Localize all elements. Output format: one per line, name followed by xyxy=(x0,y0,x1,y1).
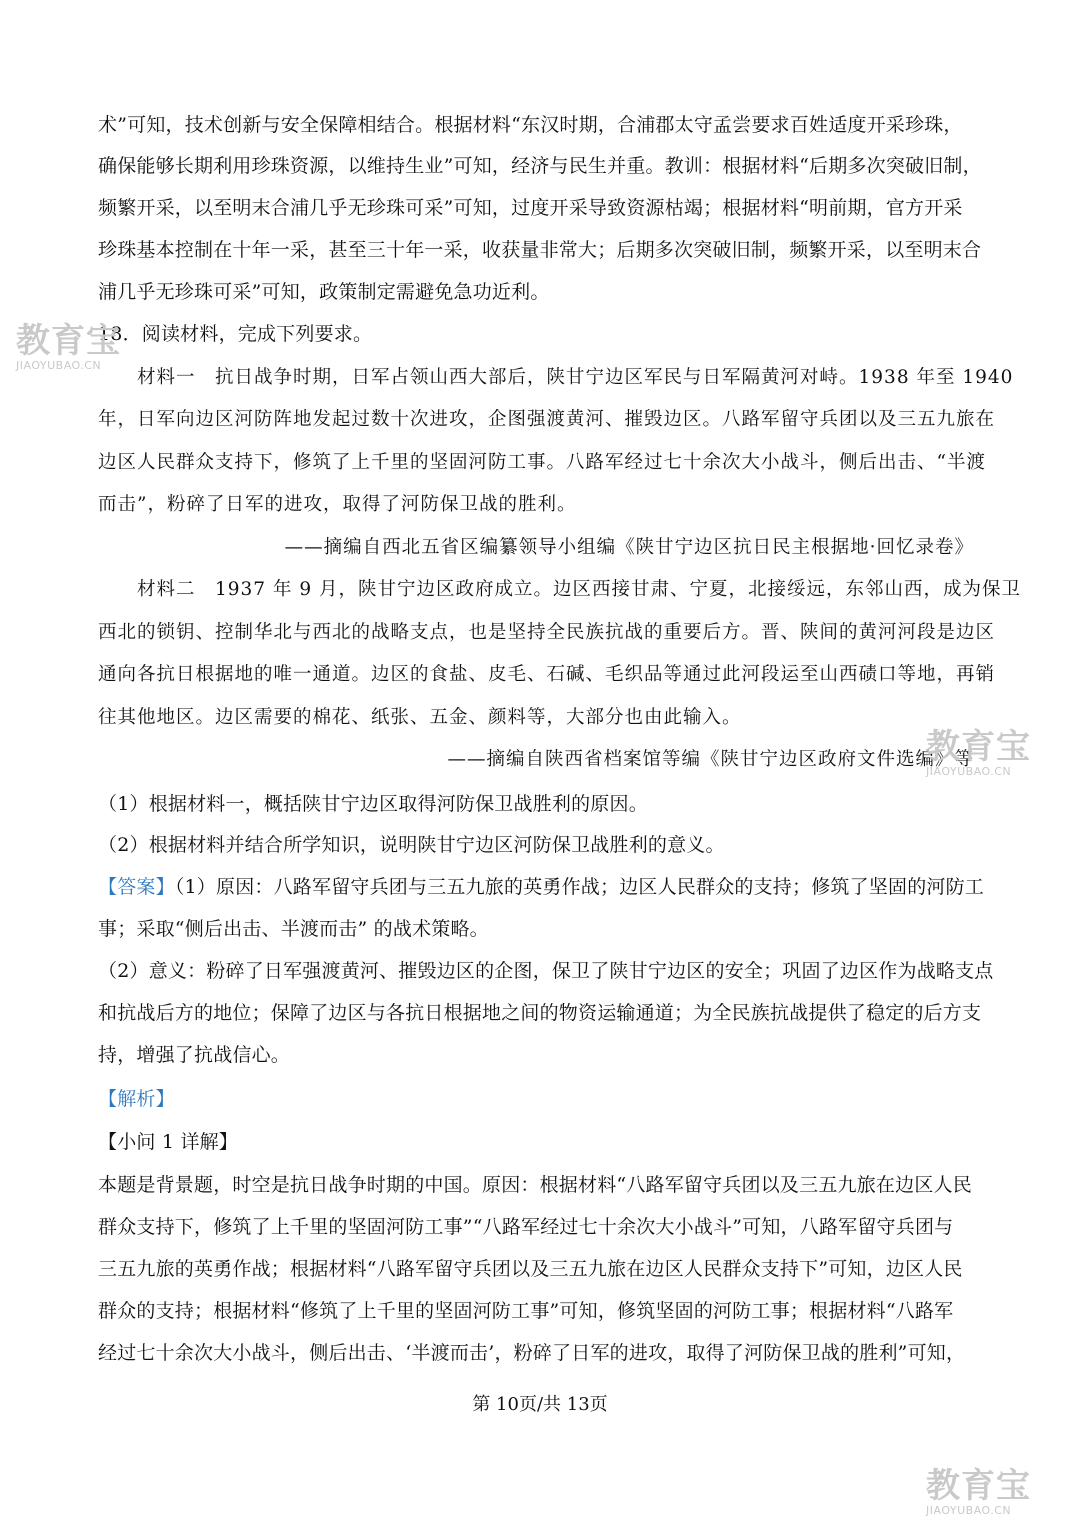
material-1-line: 年，日军向边区河防阵地发起过数十次进攻，企图强渡黄河、摧毁边区。八路军留守兵团以及三五九旅在 xyxy=(98,409,996,430)
watermark-cn: 教育宝 xyxy=(926,1466,1031,1506)
analysis-tag: 【解析】 xyxy=(98,1088,175,1110)
material-2-line: 往其他地区。边区需要的棉花、纸张、五金、颜料等，大部分也由此输入。 xyxy=(98,707,742,728)
material-2-line: 通向各抗日根据地的唯一通道。边区的食盐、皮毛、石碱、毛织品等通过此河段运至山西碛口等地，再销 xyxy=(98,664,996,685)
watermark-en: JIAOYUBAO.CN xyxy=(16,359,102,372)
watermark-en: JIAOYUBAO.CN xyxy=(926,1504,1012,1517)
material-2-line: 西北的锁钥、控制华北与西北的战略支点，也是坚持全民族抗战的重要后方。晋、陕间的黄河河段是边区 xyxy=(98,622,996,643)
material-1-line: 而击”，粉碎了日军的进攻，取得了河防保卫战的胜利。 xyxy=(98,494,577,515)
answer-line xyxy=(98,873,985,901)
answer-line: 事；采取“侧后出击、半渡而击” 的战术策略。 xyxy=(98,918,489,940)
sub-question-2: （2）根据材料并结合所学知识，说明陕甘宁边区河防保卫战胜利的意义。 xyxy=(98,834,725,856)
detail-line: 群众的支持；根据材料“修筑了上千里的坚固河防工事”可知，修筑坚固的河防工事；根据材料“八路军 xyxy=(98,1300,954,1322)
watermark-logo xyxy=(16,322,121,372)
answer-line: （2）意义：粉碎了日军强渡黄河、摧毁边区的企图，保卫了陕甘宁边区的安全；巩固了边区作为战略支点 xyxy=(98,960,994,982)
material-1-line: 边区人民群众支持下，修筑了上千里的坚固河防工事。八路军经过七十余次大小战斗，侧后出击、“半渡 xyxy=(98,452,986,473)
detail-line: 经过七十余次大小战斗，侧后出击、‘半渡而击’，粉碎了日军的进攻，取得了河防保卫战的胜利”可知， xyxy=(98,1342,966,1364)
watermark-logo xyxy=(926,728,1031,778)
material-1-source: ——摘编自西北五省区编纂领导小组编《陕甘宁边区抗日民主根据地·回忆录卷》 xyxy=(284,537,974,558)
watermark-en: JIAOYUBAO.CN xyxy=(926,765,1012,778)
sub-question-1: （1）根据材料一，概括陕甘宁边区取得河防保卫战胜利的原因。 xyxy=(98,793,648,815)
sub-question-detail-title: 【小问 1 详解】 xyxy=(98,1131,238,1153)
detail-line: 本题是背景题，时空是抗日战争时期的中国。原因：根据材料“八路军留守兵团以及三五九旅在边区人民 xyxy=(98,1174,972,1196)
text-line: 浦几乎无珍珠可采”可知，政策制定需避免急功近利。 xyxy=(98,281,550,303)
detail-line: 群众支持下，修筑了上千里的坚固河防工事”“八路军经过七十余次大小战斗”可知，八路军留守兵团与 xyxy=(98,1216,954,1238)
answer-line: 持，增强了抗战信心。 xyxy=(98,1044,291,1066)
text-line: 术”可知，技术创新与安全保障相结合。根据材料“东汉时期，合浦郡太守孟尝要求百姓适度开采珍珠， xyxy=(98,114,963,136)
text-line: 频繁开采，以至明末合浦几乎无珍珠可采”可知，过度开采导致资源枯竭；根据材料“明前期，官方开采 xyxy=(98,197,963,219)
question-18-title: 18．阅读材料，完成下列要求。 xyxy=(98,323,373,345)
watermark-cn: 教育宝 xyxy=(16,321,121,361)
detail-line: 三五九旅的英勇作战；根据材料“八路军留守兵团以及三五九旅在边区人民群众支持下”可知，边区人民 xyxy=(98,1258,963,1280)
page-number-footer: 第 10页/共 13页 xyxy=(472,1394,608,1415)
material-1-line: 材料一 抗日战争时期，日军占领山西大部后，陕甘宁边区军民与日军隔黄河对峙。1938 年至 1940 xyxy=(98,367,1014,388)
watermark-logo xyxy=(926,1467,1031,1517)
material-2-source: ——摘编自陕西省档案馆等编《陕甘宁边区政府文件选编》等 xyxy=(447,749,974,770)
answer-tag: 【答案】 xyxy=(98,876,175,898)
answer-text: （1）原因：八路军留守兵团与三五九旅的英勇作战；边区人民群众的支持；修筑了坚固的河防工 xyxy=(174,876,985,898)
material-2-line: 材料二 1937 年 9 月，陕甘宁边区政府成立。边区西接甘肃、宁夏，北接绥远，东邻山西，成为保卫 xyxy=(98,579,1021,600)
answer-line: 和抗战后方的地位；保障了边区与各抗日根据地之间的物资运输通道；为全民族抗战提供了稳定的后方支 xyxy=(98,1002,982,1024)
text-line: 珍珠基本控制在十年一采，甚至三十年一采，收获量非常大；后期多次突破旧制，频繁开采，以至明末合 xyxy=(98,239,982,261)
text-line: 确保能够长期利用珍珠资源，以维持生业”可知，经济与民生并重。教训：根据材料“后期多次突破旧制， xyxy=(98,155,982,177)
watermark-cn: 教育宝 xyxy=(926,727,1031,767)
